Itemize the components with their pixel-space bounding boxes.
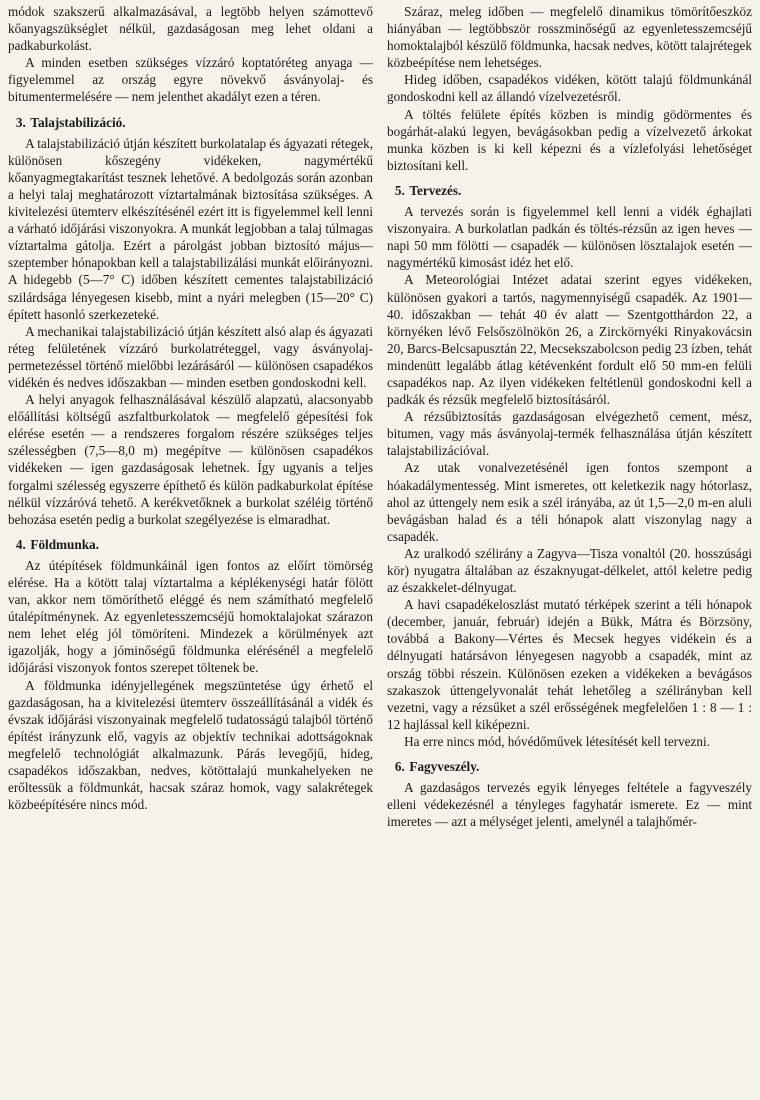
left-column (8, 3, 373, 1100)
section-heading-fagyveszely (387, 758, 752, 775)
paragraph: A földmunka idényjellegének megszüntetése úgy érhető el gazdaságosan, ha a kivitelezési ütemterv összeállításánál a vidék és évszak időjárási viszonyainak megfelelő tudatosságú talajból történő építést irányzunk elő, vagyis az objektív technikai adottságoknak megfelelő technológiát alkalmazunk. Párás levegőjű, hideg, csapadékos időszakban, nedves, kötöttalajú munkahelyeken ne erőltessük a földmunkát, hacsak száraz homok, vagy salakrétegek közbeépítésére nincs mód. (8, 677, 373, 813)
section-number: 5. (394, 182, 405, 198)
section-number: 3. (15, 114, 26, 130)
section-title: Földmunka. (30, 536, 99, 552)
section-title: Talajstabilizáció. (30, 114, 126, 130)
paragraph: A tervezés során is figyelemmel kell lenni a vidék éghajlati viszonyaira. A burkolatlan padkán és töltés-rézsűn az igen heves — napi 50 mm fölötti — csapadék — különösen lösztalajok esetén — nagymértékű kimosást idéz het elő. (387, 204, 752, 271)
paragraph: A minden esetben szükséges vízzáró koptatóréteg anyaga — figyelemmel az ország egyre növekvő ásványolaj- és bitumentermelésére — nem jelenthet akadályt ezen a téren. (8, 55, 373, 105)
section-title: Fagyveszély. (409, 759, 480, 775)
right-column (387, 3, 752, 1100)
paragraph: A havi csapadékeloszlást mutató térképek szerint a téli hónapok (december, január, február) idején a Bükk, Mátra és Börzsöny, továbbá a Bakony—Vértes és Mecsek hegyes vidékein és a délnyugati határsávon lényegesen nagyobb a csapadék, mint az ország többi részein. Különösen ezeken a vidékeken a bevágásos szakaszok úttengelyvonalát tehát lehetőleg a szélirányban kell vezetni, vagy a rézsűket a szél erősségének megfelelően 1 : 8 — 1 : 12 hajlással kell kiképezni. (387, 597, 752, 732)
section-heading-talajstabilizacio (8, 114, 373, 131)
paragraph: A rézsűbiztosítás gazdaságosan elvégezhető cement, mész, bitumen, vagy más ásványolaj-termék felhasználása útján készített talajstabilizációval. (387, 409, 752, 459)
paragraph: Az utak vonalvezetésénél igen fontos szempont a hóakadálymentesség. Mint ismeretes, ott keletkezik nagy hótorlasz, ahol az úttengely nem esik a szél irányába, az út 1,5—2,0 m-en aluli bevágásban halad és a téli hónapok alatt viszonylag nagy a csapadék. (387, 460, 752, 544)
paragraph: A töltés felülete építés közben is mindig gödörmentes és bogárhát-alakú legyen, bevágásokban pedig a vízelvezető árkokat munka közben is ki kell képezni és a vízlefolyási lehetőséget biztosítani kell. (387, 106, 752, 173)
section-number: 6. (394, 759, 405, 775)
paragraph: Az uralkodó szélirány a Zagyva—Tisza vonaltól (20. hosszúsági kör) nyugatra általában az északnyugat-délkelet, attól keletre pedig az északkelet-délnyugat. (387, 545, 752, 596)
paragraph: A helyi anyagok felhasználásával készülő alapzatú, alacsonyabb előállítási költségű aszfaltburkolatok — megfelelő gépesítési fok elérése esetén — a rendszeres forgalom részére szükséges teljes szélességben (7,5—8,0 m) megépítve — különösen csapadékos vidékeken — igen gazdaságosak lehetnek. Így ugyanis a teljes forgalmi szélesség egyszerre építhető és külön padkaburkolat építése nélkül vízzáróvá tehető. A kerékvetőknek a burkolat széléig történő behozása esetén pedig a burkolat szegélyezése is elmaradhat. (8, 392, 373, 527)
section-number: 4. (15, 536, 26, 552)
section-title: Tervezés. (409, 182, 462, 198)
paragraph: A gazdaságos tervezés egyik lényeges feltétele a fagyveszély elleni védekezésnél a tényleges fagyhatár ismerete. Ez — mint imeretes — azt a mélységet jelenti, amelynél a talajhőmér- (387, 780, 752, 830)
paragraph: módok szakszerű alkalmazásával, a legtöbb helyen számottevő kőanyagszükséglet nélkül, gazdaságosan meg lehet oldani a padkaburkolást. (8, 4, 373, 54)
section-heading-foldmunka (8, 536, 373, 553)
paragraph: A Meteorológiai Intézet adatai szerint egyes vidékeken, különösen gyakori a tartós, nagymennyiségű csapadék. Az 1901—40. időszakban — tehát 40 év alatt — Szentgotthárdon 22, a környéken lévő Felsőszölnökön 26, a Zirckörnyéki Rinyakovácsin 20, Barcs-Belcsapusztán 22, Mecsekszabolcson pedig 23 ízben, tehát mindenütt legalább átlag kétévenként fordult elő 50 mm-en felüli csapadékos nap. Az ilyen vidékeken feltétlenül gondoskodni kell a padkák és rézsűk megfelelő biztosításáról. (387, 272, 752, 408)
paragraph: Hideg időben, csapadékos vidéken, kötött talajú földmunkánál gondoskodni kell az állandó vízelvezetésről. (387, 72, 752, 105)
paragraph: A talajstabilizáció útján készített burkolatalap és ágyazati rétegek, különösen kőszegény vidékeken, nagymértékű kőanyagmegtakarítást tesznek lehetővé. A bedolgozás során azonban a helyi talaj meghatározott víztartalmának biztosítása szükséges. A kivitelezési ütemterv elkészítésénél ezért itt is figyelemmel kell lenni a várható időjárási viszonyokra. A munkát legjobban a talaj túlmagas víztartalma gátolja. Ezért a párolgást jobban biztosító május—szeptember hónapokban kell a talajstabilizálási munkát előirányozni. A hidegebb (5—7° C) időben készített cementes talajstabilizáció szilárdsága lényegesen kisebb, mint a nyári melegben (15—20° C) épített hasonló szerkezeteké. (8, 135, 374, 322)
paragraph: Ha erre nincs mód, hóvédőművek létesítését kell tervezni. (404, 733, 710, 749)
section-heading-tervezes (387, 182, 752, 199)
paragraph: A mechanikai talajstabilizáció útján készített alsó alap és ágyazati réteg felületének vízzáró burkolatréteggel, vagy ásványolaj-permetezéssel történő mielőbbi lezárásáról — különösen csapadékos vidékén és nedves időszakban — minden esetben gondoskodni kell. (8, 323, 373, 390)
paragraph: Száraz, meleg időben — megfelelő dinamikus tömörítőeszköz hiányában — legtöbbször rosszminőségű az egyenletesszemcséjű homoktalajból készülő földmunka, hacsak nedves, kötött talajrétegek közbeépítése nem lehetséges. (387, 4, 752, 71)
paragraph: Az útépítések földmunkáinál igen fontos az előírt tömörség elérése. Ha a kötött talaj víztartalma a képlékenységi határ fölött van, akkor nem tömöríthető eléggé és nem számítható megfelelő útalépítménynek. Az egyenletesszemcséjű homoktalajokat szárazon nem lehet elég jól tömöríteni. Mindezek a körülmények azt igazolják, hogy a jóminőségű földmunka elérésénél a megfelelő időjárási viszonyok fontos szerepet töltenek be. (8, 557, 373, 676)
